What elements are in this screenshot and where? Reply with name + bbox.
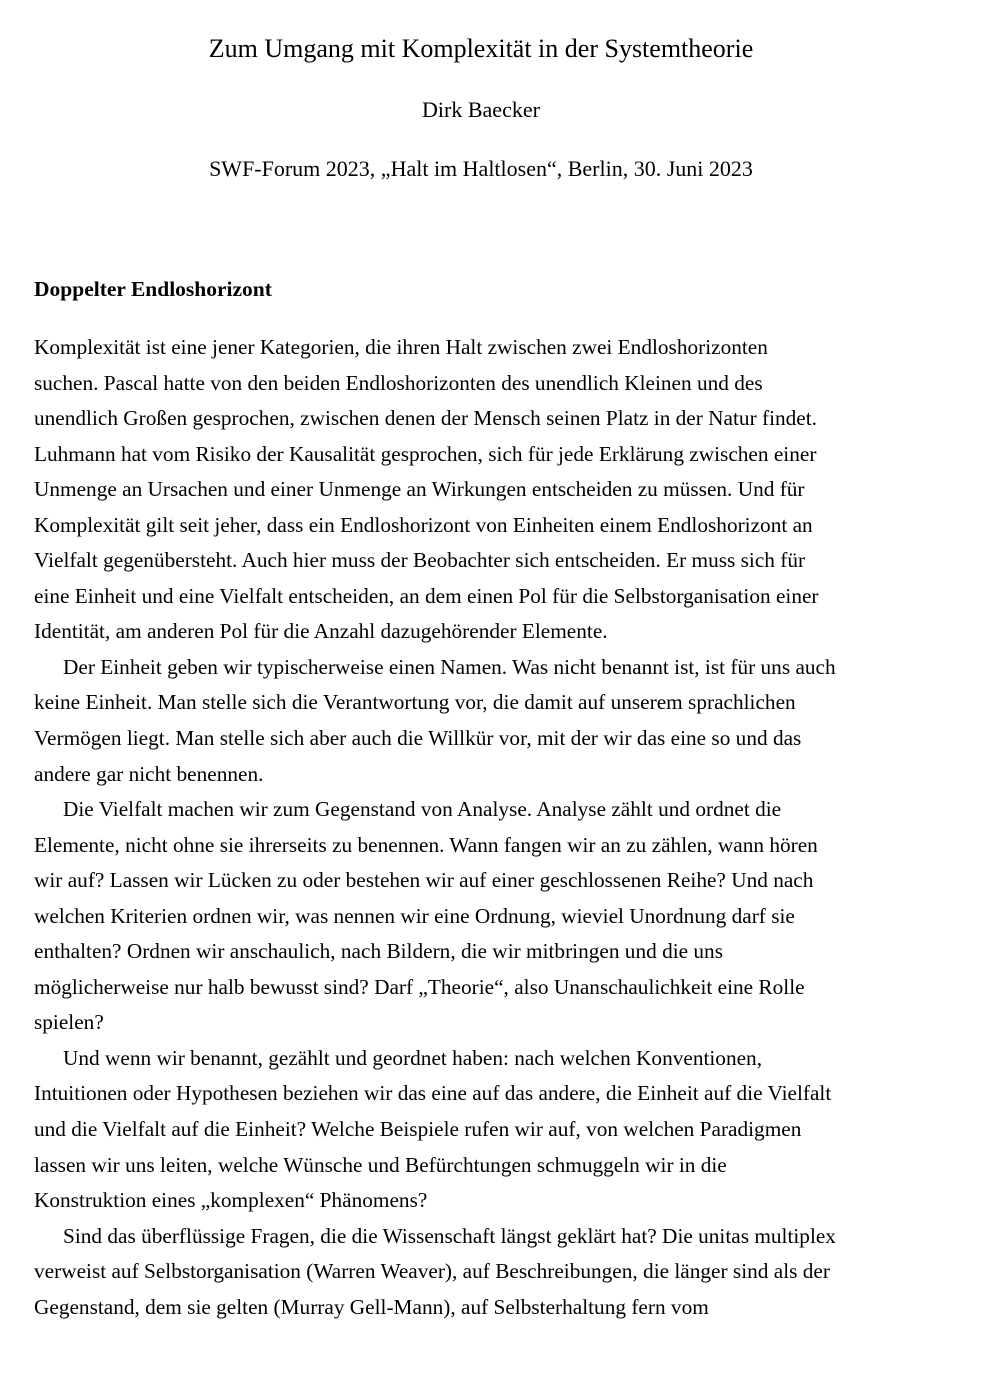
text-line: eine Einheit und eine Vielfalt entscheiden, an dem einen Pol für die Selbstorganisation einer: [34, 583, 819, 608]
text-line: und die Vielfalt auf die Einheit? Welche Beispiele rufen wir auf, von welchen Paradigmen: [34, 1117, 802, 1142]
text-line: Gegenstand, dem sie gelten (Murray Gell-Mann), auf Selbsterhaltung fern vom: [34, 1294, 709, 1319]
document-author: Dirk Baecker: [422, 97, 540, 122]
text-line: Unmenge an Ursachen und einer Unmenge an Wirkungen entscheiden zu müssen. Und für: [34, 477, 805, 502]
text-line: Luhmann hat vom Risiko der Kausalität gesprochen, sich für jede Erklärung zwischen einer: [34, 441, 817, 466]
section-heading: Doppelter Endloshorizont: [34, 277, 272, 301]
document-event: SWF-Forum 2023, „Halt im Haltlosen“, Berlin, 30. Juni 2023: [209, 156, 753, 181]
paragraph-5: [34, 1219, 934, 1326]
text-line: Elemente, nicht ohne sie ihrerseits zu benennen. Wann fangen wir an zu zählen, wann hören: [34, 832, 818, 857]
text-line: Identität, am anderen Pol für die Anzahl dazugehörender Elemente.: [34, 619, 608, 644]
text-line: unendlich Großen gesprochen, zwischen denen der Mensch seinen Platz in der Natur findet.: [34, 406, 817, 431]
text-line: Vielfalt gegenübersteht. Auch hier muss der Beobachter sich entscheiden. Er muss sich für: [34, 548, 806, 573]
text-line: verweist auf Selbstorganisation (Warren Weaver), auf Beschreibungen, die länger sind als der: [34, 1259, 830, 1284]
text-line: Und wenn wir benannt, gezählt und geordnet haben: nach welchen Konventionen,: [63, 1045, 763, 1070]
body-text: [34, 330, 934, 1325]
text-line: Komplexität ist eine jener Kategorien, die ihren Halt zwischen zwei Endloshorizonten: [34, 335, 768, 359]
text-line: möglicherweise nur halb bewusst sind? Darf „Theorie“, also Unanschaulichkeit eine Rolle: [34, 974, 805, 999]
text-line: Sind das überflüssige Fragen, die die Wissenschaft längst geklärt hat? Die unitas multiplex: [63, 1223, 836, 1248]
text-line: welchen Kriterien ordnen wir, was nennen wir eine Ordnung, wieviel Unordnung darf sie: [34, 903, 795, 928]
text-line: keine Einheit. Man stelle sich die Verantwortung vor, die damit auf unserem sprachlichen: [34, 690, 796, 715]
text-line: Komplexität gilt seit jeher, dass ein Endloshorizont von Einheiten einem Endloshorizont an: [34, 512, 813, 537]
text-line: Die Vielfalt machen wir zum Gegenstand von Analyse. Analyse zählt und ordnet die: [63, 797, 782, 822]
paragraph-4: [34, 1041, 934, 1219]
paragraph-3: [34, 792, 934, 1041]
text-line: lassen wir uns leiten, welche Wünsche und Befürchtungen schmuggeln wir in die: [34, 1152, 727, 1177]
paragraph-1: [34, 330, 934, 650]
text-line: enthalten? Ordnen wir anschaulich, nach Bildern, die wir mitbringen und die uns: [34, 939, 723, 964]
document-title: Zum Umgang mit Komplexität in der Systemtheorie: [208, 34, 754, 63]
text-line: spielen?: [34, 1010, 104, 1035]
text-line: wir auf? Lassen wir Lücken zu oder bestehen wir auf einer geschlossenen Reihe? Und nach: [34, 868, 814, 893]
text-line: suchen. Pascal hatte von den beiden Endloshorizonten des unendlich Kleinen und des: [34, 370, 763, 395]
text-line: Der Einheit geben wir typischerweise einen Namen. Was nicht benannt ist, ist für uns auch: [63, 654, 836, 679]
text-line: Vermögen liegt. Man stelle sich aber auch die Willkür vor, mit der wir das eine so und das: [34, 726, 802, 751]
text-line: Konstruktion eines „komplexen“ Phänomens?: [34, 1188, 428, 1213]
text-line: Intuitionen oder Hypothesen beziehen wir das eine auf das andere, die Einheit auf die Vielfalt: [34, 1081, 832, 1106]
text-line: andere gar nicht benennen.: [34, 761, 264, 786]
paragraph-2: [34, 650, 934, 792]
